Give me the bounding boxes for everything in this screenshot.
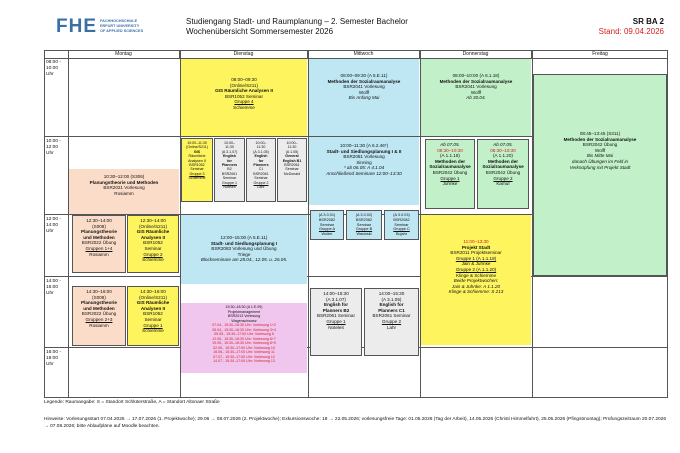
cell-line: Gruppe 1 [440,175,460,181]
cell-line: Gruppe 2 [253,180,269,185]
thu-methoden-g1-cell[interactable] [425,139,475,209]
cell-line: BSR2082 [355,217,373,222]
cell-line: * ab 06.05: A 4.1.04 [343,165,385,171]
cell-line: for [258,158,264,163]
cell-line: 10:00–11:30 (A 6.2.46*) [339,143,389,148]
cell-line: Methoden der Sozialraumanalyse [563,136,637,142]
cell-line: Methoden der Sozialraumanalyse [327,78,401,84]
time-10: 10:00 - 12:00 Uhr [46,139,61,156]
cell-line: Lahr [257,185,265,190]
cell-line: (A 1.05) [285,149,299,154]
tue-english-c1-cell[interactable] [246,138,276,202]
cell-line: (A 3.1.05) [381,296,402,302]
col-line-time [68,50,69,398]
cell-line: (A 3.0.03) [393,213,410,217]
cell-line: Gruppe 2 [381,318,402,324]
cell-line: BSR2013 Vorlesung [227,314,261,318]
cell-line: Planners B2 [322,307,350,313]
day-header-thu: Donnerstag [420,50,532,58]
cell-line: B2 [227,167,232,172]
cell-line: English [254,154,268,159]
cell-line: 11:30 [287,145,297,150]
cell-line: Lahr [386,324,397,330]
hints: Hinweise: Vorlesungsstart 07.04.2026 → 17.07.2026 (1. Projektwoche); 29.06 → 08.07.2026 (2. Projektwoche); Exkursionswoche: 18 → 22.05.2026; vorlesungsfreie Tage: 01.05.2026 (Tag der Arbeit), 14.05.2026 (Christi Himmelfahrt), 25.05.2026 (Pfingstmontag); Prüfungszeitraum 20.07.2026 → 07.08.2026; bitte Ablaufpläne auf Moodle beachten. [44,417,666,430]
cell-line: BSR2022 Übung [81,311,117,317]
cell-line: Analysen II [140,305,166,311]
cell-line: Bis Mitte Mai [586,153,614,159]
cell-line: und Methoden [83,305,115,311]
cell-line: English [223,154,236,159]
cell-line: Schiemme [142,328,164,334]
tue-gis-small-cell[interactable] [181,138,213,202]
cell-line: Methoden der [487,158,519,164]
cell-line: (A 3.1.07) [326,296,346,302]
cell-line: 10:30–12:00 (S306) [103,174,145,179]
cell-line: Gruppe 4 [234,99,254,105]
course-code: SR BA 2 [632,17,664,26]
cell-line: (A 1.1.18) [440,153,460,159]
tue-projektmanagement-cell[interactable] [181,303,307,373]
cell-line: Seminar [190,167,204,172]
cell-line: English for [324,302,348,308]
cell-line: C1 [258,167,264,172]
cell-line: Stadt- und Siedlungsplanung I & II [326,148,402,154]
cell-line: BSR2082 [318,217,336,222]
cell-line: 12:30–14:00 [86,218,112,223]
cell-line: Seminar [356,222,372,227]
cell-line: Planners C1 [378,307,405,313]
thu-projekt-cell[interactable] [421,215,531,345]
cell-line: Wolff [470,89,482,95]
cell-line: (A 3.1.05) [253,149,269,154]
cell-line: Projekt Stadt [461,244,491,250]
cell-line: BSR2061 [221,171,238,176]
tue-english-b2-cell[interactable] [214,138,245,202]
cell-line: Gruppe 2 [143,251,163,257]
cell-date-line: 14.07., 15:30–17:00 Uhr: Vorlesung 13 [213,359,275,363]
cell-line: Methoden der [434,158,466,164]
cell-line: 12:30–14:00 [140,218,166,223]
cell-date-line: 19.05., 15:30–18:30 Uhr: Vorlesung 8+9 [212,341,276,345]
cell-line: BSR2061 Seminar [316,313,356,319]
cell-line: Wasinski [356,232,372,237]
cell-date-line: 05.05., 15:30–17:00 Uhr: Vorlesung 5 [214,332,274,336]
cell-line: BSR2081 Vorlesung [343,154,385,160]
cell-line: und Methoden [83,234,115,240]
cell-line: (Online/S211) [229,82,258,88]
cell-line: Triege [237,251,251,257]
cell-line: Kamuf [496,181,510,187]
day-header-mon: Montag [68,50,180,58]
stand-date: Stand: 09.04.2026 [598,27,664,36]
cell-line: (Online/S211) [138,223,167,229]
cell-line: Seminar [222,176,237,181]
cell-line: Ab 07.05. [440,142,460,147]
cell-line: BSR2041 Vorlesung [343,84,385,90]
cell-line: 14:00–15:30 [323,291,349,296]
cell-line: Gruppe 1 (A 1.1.18) [455,255,497,261]
cell-line: Sinning [356,159,372,165]
cell-line: 14:00–15:30 [378,291,405,296]
cell-line: GIS Räumliche [136,229,170,235]
cell-date-line: 16.06., 15:30–17:00 Uhr: Vorlesung 11 [213,350,275,354]
cell-line: 14:30–16:00 [86,289,112,294]
cell-line: Klinge & Schiemme: S 213 [448,289,504,295]
tue-gis-cell[interactable] [181,59,307,136]
wed-english-b2-cell[interactable] [310,288,362,356]
cell-line: Analysen II [140,234,166,240]
cell-line: Bojahr [396,232,407,237]
day-header-fri: Freitag [592,51,608,57]
time-16: 16:00 - 18:00 Uhr [46,350,61,367]
logo [56,16,156,38]
cell-line: BSR1052 [189,163,205,168]
cell-line: Analysen II [188,158,206,163]
cell-line: GIS Räumliche Analysen II [215,88,273,94]
cell-line: Planners [221,163,238,168]
cell-line: Noteleit [223,185,236,190]
cell-line: English B1 [282,158,302,163]
cell-line: Rosiamm [114,190,134,196]
cell-line: 12:00–15:00 (A 5.E.11) [220,235,268,240]
cell-line: Schiemme [188,176,206,181]
cell-line: 14:30–16:00 [140,289,166,294]
cell-line: BSR2042 Übung [485,169,521,175]
cell-line: Gruppe 2 (A 1.1.20) [455,266,497,272]
mon-uebung1-cell[interactable] [72,215,126,273]
mon-gis2-cell[interactable] [127,286,179,346]
cell-line: GIS [193,149,201,154]
cell-line: Planners [253,163,269,168]
cell-line: Beide Projektwochen: [453,278,499,284]
time-14: 14:00 - 16:00 Uhr [46,279,61,296]
day-header-tue: Dienstag [180,50,308,58]
cell-line: McDonald [283,171,301,176]
cell-line: (S008) [92,294,106,300]
cell-line: Ab 30.04. [466,95,486,101]
cell-line: BSR2021 Vorlesung [103,185,145,191]
cell-date-line: 12.05., 15:30–18:30 Uhr: Vorlesung 6+7 [212,336,276,341]
logo-line1: FACHHOCHSCHULE [100,19,138,23]
title-line2: Wochenübersicht Sommersemester 2026 [186,27,334,36]
cell-line: Blockseminare am 28.04., 12.05. u. 26.05. [200,257,288,263]
cell-line: Bis Anfang Mai [348,95,380,101]
cell-line: Gruppe 1 [326,318,346,324]
cell-line: danach Übungen im Feld in [571,158,629,164]
cell-line: Gruppe C [393,227,410,232]
cell-line: BSR2022 Übung [81,240,117,246]
cell-line: Gruppe 2 [493,175,513,181]
day-header-wed: Mittwoch [308,50,420,58]
cell-line: Gruppen 2+3 [85,316,113,322]
cell-line: for [227,158,232,163]
cell-line: (A 3.1.07) [221,149,238,154]
cell-line: (A 1.1.20) [493,153,513,159]
cell-line: (A 3.0.01) [318,213,336,217]
cell-line: Seminar [285,167,299,172]
cell-line: Juhnke [442,181,458,187]
cell-line: 10:00– [255,141,267,145]
fri-methoden-cell[interactable] [533,74,667,276]
cell-line: 10:00–11:30 [187,141,207,145]
cell-date-line: 07.07., 15:30–17:00 Uhr: Vorlesung 12 [213,354,275,359]
mon-gis1-cell[interactable] [127,215,179,273]
cell-line: (Online/S211) [186,145,208,150]
time-12: 12:00 - 14:00 Uhr [46,217,61,234]
mon-planung-cell[interactable] [69,169,179,214]
cell-line: 08:30–10:30 [490,147,516,153]
cell-line: Planungstheorie [81,300,117,306]
tue-stadt-cell[interactable] [181,215,307,284]
cell-line: BSR2061 [284,163,300,168]
cell-line: Klinge & Schiemme [455,272,497,278]
cell-line: Ab 07.05. [493,142,513,147]
wed-stadt-cell[interactable] [309,137,419,205]
cell-line: Gruppe 1 [143,322,163,328]
cell-line: BSR2061 Seminar [372,313,411,319]
logo-line2: ERFURT UNIVERSITY [100,24,140,28]
cell-line: Anschließend Seminare 12:00–13:30 [326,170,402,176]
cell-line: (S008) [92,223,106,229]
cell-line: BSR2082 [393,217,410,222]
cell-line: Wolff [358,89,370,95]
cell-line: Gruppe B [355,227,373,232]
cell-line: BSR2061 [253,171,269,176]
cell-line: 10:00– [286,141,298,145]
cell-line: Gruppe 3 [189,171,205,176]
cell-line: Gruppen 1+4 [85,245,113,251]
wed-seminar-a-cell[interactable] [310,210,344,240]
cell-line: Planungstheorie und Methoden [89,179,159,185]
logo-line3: OF APPLIED SCIENCES [100,29,144,33]
cell-line: Noteleit [328,324,344,330]
cell-line: BSR2041 Vorlesung [455,84,497,90]
cell-line: Seminar [319,222,335,227]
cell-line: General [285,154,299,159]
cell-line: Seminar [394,222,409,227]
cell-line: Seminar [144,245,162,251]
cell-line: 11:30 [225,145,234,150]
cell-line: BSR2083 Vorlesung und Übung [211,246,277,252]
cell-line: Gruppe 1 [222,180,237,185]
cell-line: Sozialraumanalyse [482,164,524,170]
logo-text [100,19,143,34]
cell-line: Projektmanagement [227,309,261,314]
row-line-14 [44,276,668,277]
cell-date-line: 07.04., 15:30–18:30 Uhr: Vorlesung 1+2 [212,323,276,327]
logo-mark: FHE [56,16,97,37]
wed-english-c1-cell[interactable] [364,288,419,356]
cell-line: Seminar [254,176,268,181]
mon-uebung2-cell[interactable] [72,286,126,346]
cell-line: Schiemme [233,104,255,110]
cell-line: 08:45–13:45 (S311) [579,131,621,136]
cell-line: Planungstheorie [81,229,117,235]
time-08: 08:00 - 10:00 Uhr [46,60,61,77]
cell-line: 11:00–13:30 [463,239,489,244]
cell-line: Sozialraumanalyse [429,164,471,170]
cell-line: 08:00–09:30 (A 5.E.11) [340,73,388,78]
cell-date-line: 28.04., 15:30–18:30 Uhr: Vorlesung 3+4 [212,327,276,332]
cell-line: Rosiamm [89,251,109,257]
cell-line: BSR1052 Seminar [224,93,264,99]
code [560,17,664,37]
cell-line: Jain & Juhnke [461,261,491,267]
cell-line: Methoden der Sozialraumanalyse [439,78,513,84]
wed-seminar-c-cell[interactable] [384,210,419,240]
thu-methoden-g2-cell[interactable] [477,139,529,209]
cell-line: 15:30–18:30 (A 1.E.09) [225,305,263,309]
cell-line: Rosiamm [89,322,109,328]
cell-line: BSR1052 [143,311,163,317]
cell-line: Wagenschwanz [231,318,257,323]
cell-line: Seminar [144,316,162,322]
thu-methoden-cell[interactable] [421,59,531,136]
cell-line: BSR2011 Projektseminar [450,250,502,256]
cell-line: 08:00–10:00 (A 6.1.18) [452,73,500,78]
cell-line: Stadt- und Siedlungsplanung I [210,240,278,246]
cell-line: Schiemme [142,257,164,263]
cell-line: English for [379,302,404,308]
cell-line: BSR1052 [143,240,163,246]
cell-line: BSR2042 Übung [432,169,468,175]
cell-line: 11:30 [256,145,266,150]
cell-line: Wolter [321,232,333,237]
wed-methoden-cell[interactable] [309,59,419,136]
wed-seminar-b-cell[interactable] [346,210,382,240]
cell-line: GIS Räumliche [136,300,170,306]
cell-line: Wolff [594,147,606,153]
cell-line: Gruppe A [318,227,336,232]
cell-line: Verknüpfung mit Projekt Stadt [569,164,631,170]
cell-date-line: 02.06., 15:30–17:00 Uhr: Vorlesung 10 [213,345,275,350]
cell-line: 08:00–09:30 [231,77,257,82]
legend: Legende: Raumangabe: S = Standort Schlüterstraße, A = Standort Altonaer Straße [44,400,220,405]
cell-line: 10:00– [224,141,235,145]
cell-line: Jain & Juhnke: A 1.1.20 [451,283,501,289]
cell-line: Räumliche [188,154,206,159]
tue-general-english-cell[interactable] [277,138,307,202]
title-line1: Studiengang Stadt- und Raumplanung – 2. Semester Bachelor [186,17,408,26]
cell-line: 08:30–10:30 [437,147,463,153]
cell-line: (Online/S211) [138,294,167,300]
title [186,17,516,37]
cell-line: BSR2042 Übung [582,142,618,148]
cell-line: (A 3.0.02) [355,213,373,217]
